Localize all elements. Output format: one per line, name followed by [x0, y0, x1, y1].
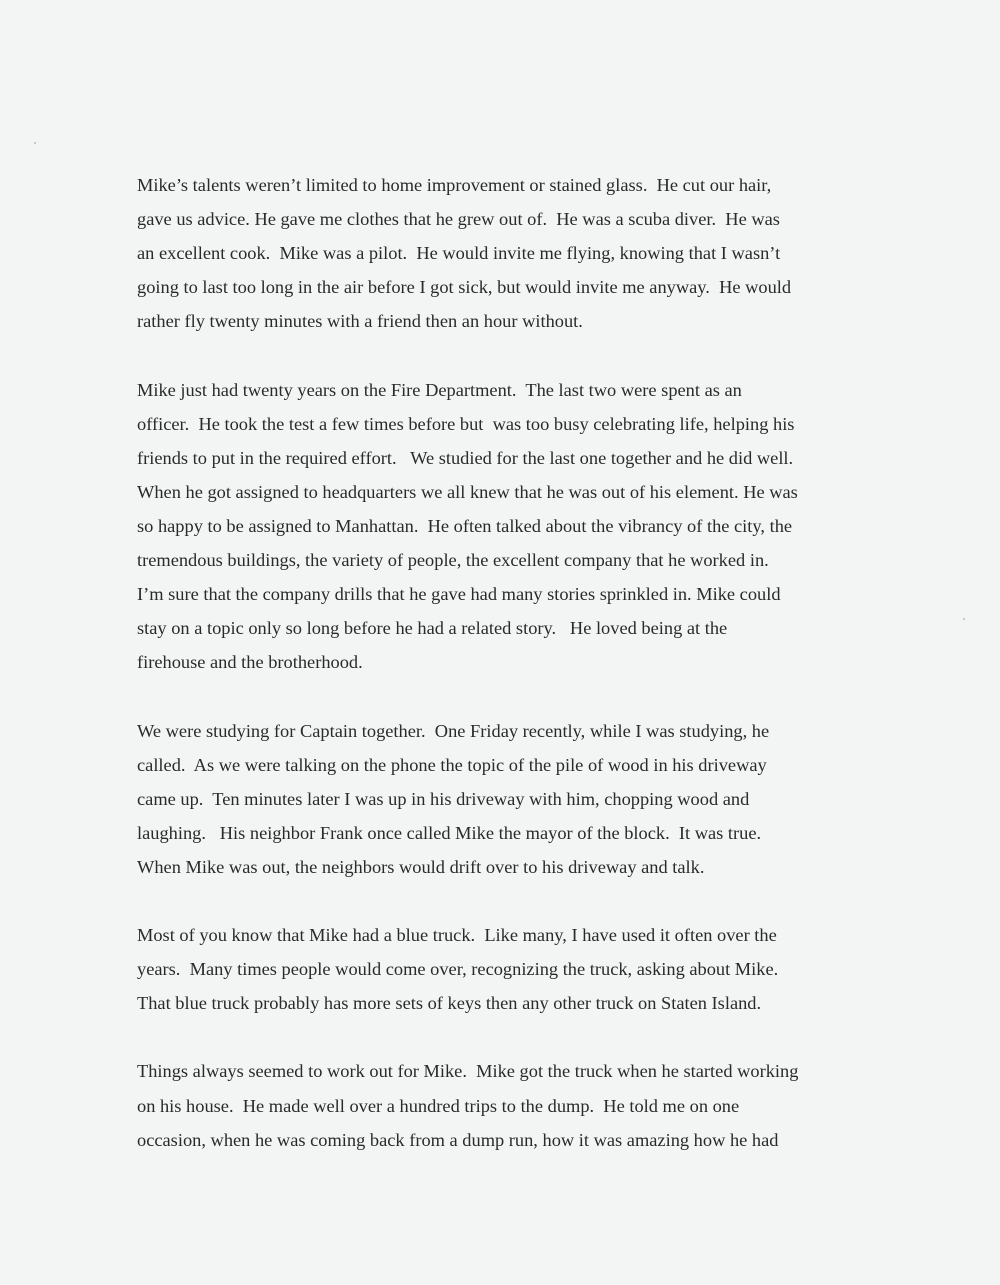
scan-speck	[34, 142, 36, 144]
text-line: That blue truck probably has more sets of keys then any other truck on Staten Island.	[137, 993, 762, 1014]
text-line: rather fly twenty minutes with a friend then an hour without.	[137, 311, 583, 332]
text-line: going to last too long in the air before I got sick, but would invite me anyway. He would	[137, 277, 792, 298]
text-line: Things always seemed to work out for Mike. Mike got the truck when he started working	[137, 1061, 799, 1082]
text-line: years. Many times people would come over, recognizing the truck, asking about Mike.	[137, 959, 779, 980]
text-line: so happy to be assigned to Manhattan. He often talked about the vibrancy of the city, the	[137, 515, 793, 536]
scan-speck	[963, 618, 965, 620]
text-line: We were studying for Captain together. One Friday recently, while I was studying, he	[137, 720, 770, 741]
paragraph	[137, 918, 867, 1020]
text-line: occasion, when he was coming back from a dump run, how it was amazing how he had	[137, 1129, 779, 1150]
text-line: officer. He took the test a few times before but was too busy celebrating life, helping his	[137, 413, 795, 434]
paragraph	[137, 714, 867, 884]
text-line: came up. Ten minutes later I was up in his driveway with him, chopping wood and	[137, 788, 750, 809]
text-line: gave us advice. He gave me clothes that he grew out of. He was a scuba diver. He was	[137, 209, 780, 230]
paragraph	[137, 373, 867, 680]
text-line: called. As we were talking on the phone the topic of the pile of wood in his driveway	[137, 754, 767, 775]
text-line: When Mike was out, the neighbors would drift over to his driveway and talk.	[137, 856, 705, 877]
text-line: on his house. He made well over a hundred trips to the dump. He told me on one	[137, 1095, 740, 1116]
text-line: When he got assigned to headquarters we all knew that he was out of his element. He was	[137, 481, 798, 502]
text-line: I’m sure that the company drills that he gave had many stories sprinkled in. Mike could	[137, 584, 781, 605]
text-line: an excellent cook. Mike was a pilot. He would invite me flying, knowing that I wasn’t	[137, 243, 781, 264]
text-line: Mike just had twenty years on the Fire Department. The last two were spent as an	[137, 379, 742, 400]
text-line: firehouse and the brotherhood.	[137, 652, 363, 673]
text-line: stay on a topic only so long before he had a related story. He loved being at the	[137, 618, 728, 639]
text-line: tremendous buildings, the variety of people, the excellent company that he worked in.	[137, 550, 769, 571]
text-line: Mike’s talents weren’t limited to home improvement or stained glass. He cut our hair,	[137, 175, 772, 195]
paragraph	[137, 1054, 867, 1156]
text-line: Most of you know that Mike had a blue truck. Like many, I have used it often over the	[137, 925, 777, 946]
document-body	[137, 168, 867, 1191]
text-line: laughing. His neighbor Frank once called Mike the mayor of the block. It was true.	[137, 822, 762, 843]
text-line: friends to put in the required effort. We studied for the last one together and he did well.	[137, 447, 794, 468]
paragraph	[137, 168, 867, 338]
